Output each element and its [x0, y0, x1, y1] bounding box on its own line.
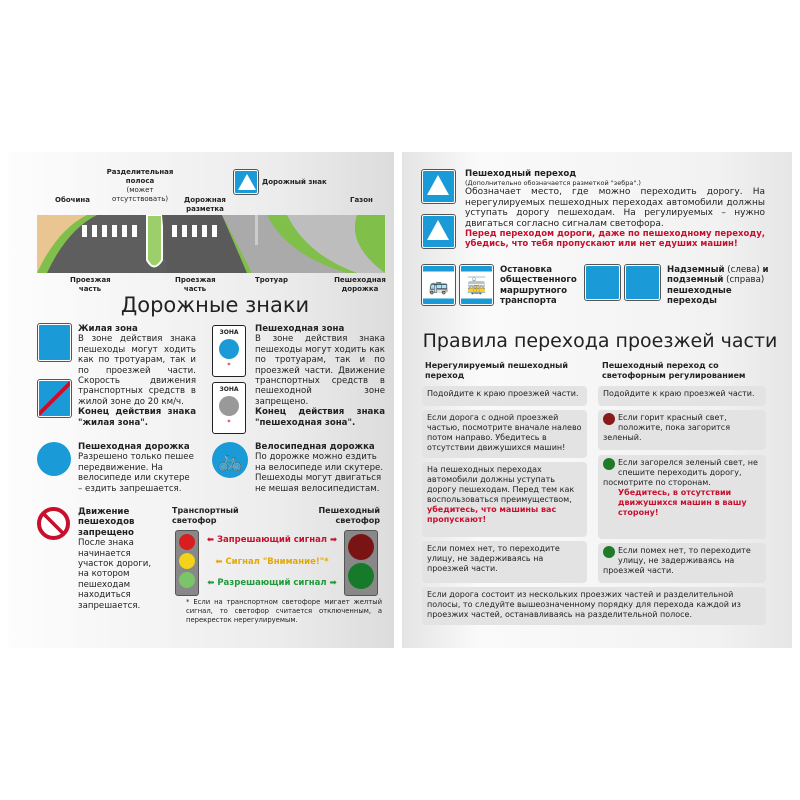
- overpass-sign-icon: [585, 265, 620, 300]
- heading: Движение пешеходов запрещено: [78, 507, 135, 538]
- heading: Жилая зона: [78, 324, 138, 334]
- text: (слева): [724, 265, 763, 275]
- footnote: * Если на транспортном светофоре мигает желтый сигнал, то светофор считается отключенным, а перекресток нерегулируемым.: [186, 598, 382, 624]
- sign-text: ЗОНА: [219, 329, 239, 336]
- label-carriageway: Проезжая часть: [70, 276, 111, 293]
- crossing-desc: [465, 169, 765, 250]
- passes-desc: [667, 265, 777, 307]
- rule-box: Подойдите к краю проезжей части.: [598, 386, 766, 406]
- label-divider: [100, 168, 180, 204]
- label-shoulder: Обочина: [55, 196, 90, 204]
- end-text: Конец действия знака "жилая зона".: [78, 407, 196, 428]
- label-footpath: Пешеходная дорожка: [334, 276, 386, 293]
- right-page-title: Правила перехода проезжей части: [422, 330, 778, 352]
- footpath-desc: [78, 442, 196, 494]
- text: Запрешающий сигнал: [216, 535, 328, 545]
- text: Сигнал "Внимание!"*: [225, 557, 329, 567]
- bicycle-path-sign-icon: 🚲: [212, 442, 248, 478]
- text: По дорожке можно ездить на велосипеде или скутере. Пешеходы могут двигаться не мешая велосипедистам.: [255, 452, 384, 494]
- text: Надземный: [667, 265, 725, 275]
- text: Разрешающий сигнал: [217, 578, 327, 588]
- text: Если помех нет, то переходите улицу, не задерживаясь на проезжей части.: [603, 546, 751, 575]
- no-pedestrians-sign-icon: [37, 507, 70, 540]
- warning: убедитесь, что машины вас пропускают!: [427, 505, 557, 524]
- red-man-icon: [603, 413, 615, 425]
- stop-signal-label: ⬅ Запрешающий сигнал ➡: [206, 535, 338, 545]
- underpass-sign-icon: [625, 265, 660, 300]
- crosswalk-sign-icon: [422, 170, 455, 203]
- green-man-icon: [603, 546, 615, 558]
- rule-box: [598, 410, 766, 450]
- warning: Перед переходом дороги, даже по пешеходному переходу, убедись, что тебя пропускают или нет едуших машин!: [465, 229, 765, 250]
- text: пешеходные переходы: [667, 285, 732, 307]
- warning: Убедитесь, в отсутствии движушихся машин в вашу сторону!: [618, 488, 747, 517]
- text: Обозначает место, где можно переходить дорогу. На нерегулируемых пешеходных переходах автомобили должны уступать дорогу пешеходам. На регулируемых – нужно двигаться согласно сигналам светофора.: [465, 187, 765, 229]
- transport-light-label: Транспортный светофор: [172, 506, 239, 525]
- label-lawn: Газон: [350, 196, 373, 204]
- rule-box: [598, 543, 766, 583]
- sign-text: ЗОНА: [219, 386, 239, 393]
- ped-zone-end-sign-icon: ЗОНА *: [212, 382, 246, 434]
- text: и подземный: [667, 265, 769, 286]
- heading: Пешеходная дорожка: [78, 442, 190, 452]
- tram-stop-sign-icon: 🚋: [460, 265, 493, 305]
- end-text: Конец действия знака "пешеходная зона".: [255, 407, 385, 428]
- stop-desc: Остановка общественного маршрутного транспорта: [500, 265, 577, 307]
- pedestrian-path-sign-icon: [37, 442, 71, 476]
- no-peds-desc: [78, 507, 163, 611]
- text: На пешеходных переходах автомобили должны уступать дорогу пешеходам. Перед тем как воспользоваться преимуществом,: [427, 465, 575, 504]
- rule-box: [422, 462, 587, 537]
- rule-box: Если помех нет, то переходите улицу, не задерживаясь на проезжей части.: [422, 541, 587, 583]
- label: Разделительная полоса: [106, 168, 174, 185]
- road-illustration: [37, 215, 385, 273]
- left-page-title: Дорожные знаки: [120, 293, 310, 317]
- col1-header: Нерегулируемый пешеходный переход: [425, 361, 569, 380]
- text: (справа): [726, 275, 765, 286]
- living-zone-desc: [78, 324, 196, 428]
- heading: Велосипедная дорожка: [255, 442, 375, 452]
- transport-traffic-light: [175, 530, 199, 596]
- living-zone-end-sign-icon: [38, 380, 71, 417]
- text: Разрешено только пешее передвижение. На велосипеде или скутере – ездить запрешается.: [78, 452, 194, 494]
- label-note: (может отсутствовать): [111, 186, 169, 203]
- label-marking: Дорожная разметка: [184, 196, 226, 213]
- label-sidewalk: Тротуар: [255, 276, 288, 284]
- rule-box: [598, 455, 766, 539]
- label-sign: Дорожный знак: [262, 178, 327, 186]
- go-signal-label: ⬅ Разрешающий сигнал ➡: [207, 578, 337, 588]
- bus-stop-sign-icon: 🚌: [422, 265, 455, 305]
- text: Если горит красный свет, положите, пока загорится зеленый.: [603, 413, 731, 442]
- rule-box: Если дорога с одной проезжей частью, посмотрите вначале налево потом направо. Убедитесь в отсутствии движушихся машин!: [422, 410, 587, 458]
- crosswalk-sign-icon: [422, 215, 455, 248]
- heading: Пешеходная зона: [255, 324, 345, 334]
- text: В зоне действия знака пешеходы могут ходить как по тротуарам, так и по проезжей части. Скорость движения транспортных средств в жилой зоне до 20 км/ч.: [78, 334, 196, 407]
- rule-box-bottom: Если дорога состоит из нескольких проезжих частей и разделительной полосы, то следуйте вышеозначенному порядку для перехода каждой из проезжих частей, останавливаясь на разделительной полосе.: [422, 587, 766, 625]
- green-man-icon: [603, 458, 615, 470]
- pedestrian-light-label: Пешеходный светофор: [318, 506, 380, 525]
- attention-signal-label: ⬅ Сигнал "Внимание!"*: [215, 557, 329, 567]
- col2-header: Пешеходный переход со светофорным регулированием: [602, 361, 746, 380]
- text: После знака начинается участок дороги, на котором пешеходам находиться запрешается.: [78, 538, 152, 611]
- pedestrian-traffic-light: [344, 530, 378, 596]
- heading: Пешеходный переход: [465, 169, 577, 179]
- rule-box: Подойдите к краю проезжей части.: [422, 386, 587, 406]
- crosswalk-sign-icon: [234, 170, 258, 194]
- note: (Дополнительно обозначается разметкой "зебра".): [465, 179, 641, 188]
- text: В зоне действия знака пешеходы могут ходить как по тротуарам, так и по проезжей части. Движение транспортных средств в пешеходной зоне запрещено.: [255, 334, 385, 407]
- living-zone-sign-icon: [38, 324, 71, 361]
- label-carriageway: Проезжая часть: [175, 276, 216, 293]
- ped-zone-sign-icon: ЗОНА *: [212, 325, 246, 377]
- bikepath-desc: [255, 442, 385, 494]
- text: Если загорелся зеленый свет, не спешите переходить дорогу, посмотрите по сторонам.: [603, 458, 758, 487]
- ped-zone-desc: [255, 324, 385, 428]
